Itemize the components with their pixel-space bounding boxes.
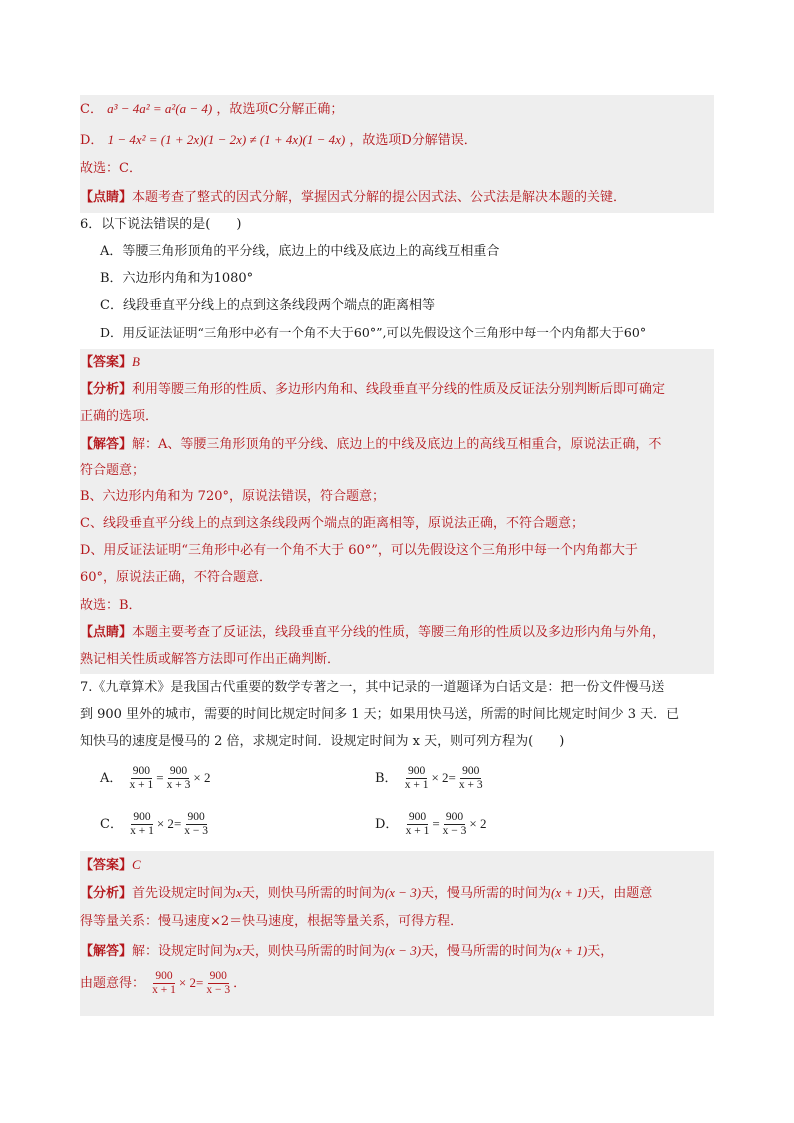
q6-choose: 故选：B． <box>80 598 142 613</box>
q6-solution-line-5: D、用反证法证明“三角形中必有一个角不大于 60°”，可以先假设这个三角形中每一个内角都大于 <box>80 543 638 558</box>
solution-tag: 【解答】 <box>80 944 133 959</box>
q6-option-d: D．用反证法证明“三角形中必有一个角不大于60°”,可以先假设这个三角形中每一个内角都大于60° <box>100 325 647 340</box>
point-text: 本题主要考查了反证法，线段垂直平分线的性质，等腰三角形的性质以及多边形内角与外角， <box>132 625 666 640</box>
q6-solution-line-1 <box>80 435 661 455</box>
q6-point-line-2: 熟记相关性质或解答方法即可作出正确判断． <box>80 652 341 667</box>
q7-solution-line-2: 由题意得： $\frac{900}{x + 1}$ × 2= $\frac{900}{x - 3}$ ． <box>80 970 247 996</box>
q7-analysis-line-2: 得等量关系：慢马速度×2＝快马速度，根据等量关系，可得方程． <box>80 914 464 929</box>
q6-solution-line-2: 符合题意； <box>80 463 146 478</box>
q7-solution-line-1: 【解答】解：设规定时间为x天，则快马所需的时间为(x − 3)天，慢马所需的时间为(x + 1)天， <box>80 943 614 959</box>
prev-choose: 故选：C． <box>80 161 142 176</box>
answer-tag: 【答案】 <box>80 858 133 873</box>
fraction: $\frac{900}{x + 3}$ <box>166 765 191 791</box>
q6-point-line-1 <box>80 623 665 643</box>
fraction: $\frac{900}{x + 1}$ <box>404 765 429 791</box>
point-text: 本题考查了整式的因式分解，掌握因式分解的提公因式法、公式法是解决本题的关键． <box>132 190 627 205</box>
option-d-text: ，故选项D分解错误． <box>349 133 477 148</box>
q7-option-c: C． $\frac{900}{x + 1}$ × 2= $\frac{900}{x - 3}$ <box>100 811 209 837</box>
prev-option-c-line <box>80 99 343 120</box>
option-d-label: D． <box>80 133 104 148</box>
fraction: $\frac{900}{x + 1}$ <box>129 765 154 791</box>
point-tag: 【点睛】 <box>80 625 133 640</box>
q7-option-a: A． $\frac{900}{x + 1}$ = $\frac{900}{x + 3}$ × 2 <box>100 765 211 791</box>
q6-stem: 6．以下说法错误的是( ) <box>80 217 242 232</box>
solution-tag: 【解答】 <box>80 437 133 452</box>
q7-stem-line-2: 到 900 里外的城市，需要的时间比规定时间多 1 天；如果用快马送，所需的时间比规定时间少 3 天．已 <box>80 707 680 722</box>
option-c-text: ，故选项C分解正确； <box>216 102 344 117</box>
option-d-math: 1 − 4x² = (1 + 2x)(1 − 2x) ≠ (1 + 4x)(1 − 4x) <box>107 132 346 147</box>
option-label: B． <box>375 771 398 786</box>
q6-answer-line <box>80 352 140 373</box>
option-c-label: C． <box>80 102 103 117</box>
prev-point-line <box>80 188 626 208</box>
option-label: A． <box>100 771 123 786</box>
fraction: $\frac{900}{x + 1}$ <box>152 970 176 996</box>
answer-value: C <box>132 857 141 872</box>
option-label: C． <box>100 817 123 832</box>
q6-option-a: A．等腰三角形顶角的平分线，底边上的中线及底边上的高线互相重合 <box>100 244 500 259</box>
q6-option-c: C．线段垂直平分线上的点到这条线段两个端点的距离相等 <box>100 298 435 313</box>
q7-stem-line-1: 7.《九章算术》是我国古代重要的数学专著之一，其中记录的一道题译为白话文是：把一份文件慢马送 <box>80 680 665 695</box>
fraction: $\frac{900}{x + 1}$ <box>405 811 430 837</box>
q6-option-b: B．六边形内角和为1080° <box>100 271 254 286</box>
analysis-tag: 【分析】 <box>80 886 133 901</box>
analysis-tag: 【分析】 <box>80 382 133 397</box>
answer-value: B <box>132 354 140 369</box>
q6-solution-line-4: C、线段垂直平分线上的点到这条线段两个端点的距离相等，原说法正确，不符合题意； <box>80 516 584 531</box>
fraction: $\frac{900}{x - 3}$ <box>206 970 231 996</box>
q7-analysis-line-1: 【分析】首先设规定时间为x天，则快马所需的时间为(x − 3)天，慢马所需的时间为(x + 1)天，由题意 <box>80 885 653 901</box>
fraction: $\frac{900}{x - 3}$ <box>442 811 467 837</box>
point-tag: 【点睛】 <box>80 190 133 205</box>
q6-analysis-line-2: 正确的选项． <box>80 409 159 424</box>
fraction: $\frac{900}{x - 3}$ <box>184 811 209 837</box>
solution-text: 解：A、等腰三角形顶角的平分线、底边上的中线及底边上的高线互相重合，原说法正确，不 <box>132 437 662 452</box>
analysis-text: 利用等腰三角形的性质、多边形内角和、线段垂直平分线的性质及反证法分别判断后即可确定 <box>132 382 666 397</box>
fraction: $\frac{900}{x + 3}$ <box>458 765 483 791</box>
fraction: $\frac{900}{x + 1}$ <box>130 811 154 837</box>
q7-option-d: D． $\frac{900}{x + 1}$ = $\frac{900}{x - 3}$ × 2 <box>375 811 487 837</box>
q6-solution-line-6: 60°，原说法正确，不符合题意． <box>80 570 273 585</box>
option-label: D． <box>375 817 399 832</box>
q6-analysis-line-1 <box>80 380 665 400</box>
prev-option-d-line <box>80 130 477 151</box>
q7-answer-line <box>80 855 141 876</box>
q6-solution-line-3: B、六边形内角和为 720°，原说法错误，符合题意； <box>80 489 385 504</box>
q7-stem-line-3: 知快马的速度是慢马的 2 倍，求规定时间．设规定时间为 x 天，则可列方程为( ) <box>80 734 565 749</box>
q7-option-b: B． $\frac{900}{x + 1}$ × 2= $\frac{900}{x + 3}$ <box>375 765 483 791</box>
answer-tag: 【答案】 <box>80 355 133 370</box>
option-c-math: a³ − 4a² = a²(a − 4) <box>107 101 213 116</box>
